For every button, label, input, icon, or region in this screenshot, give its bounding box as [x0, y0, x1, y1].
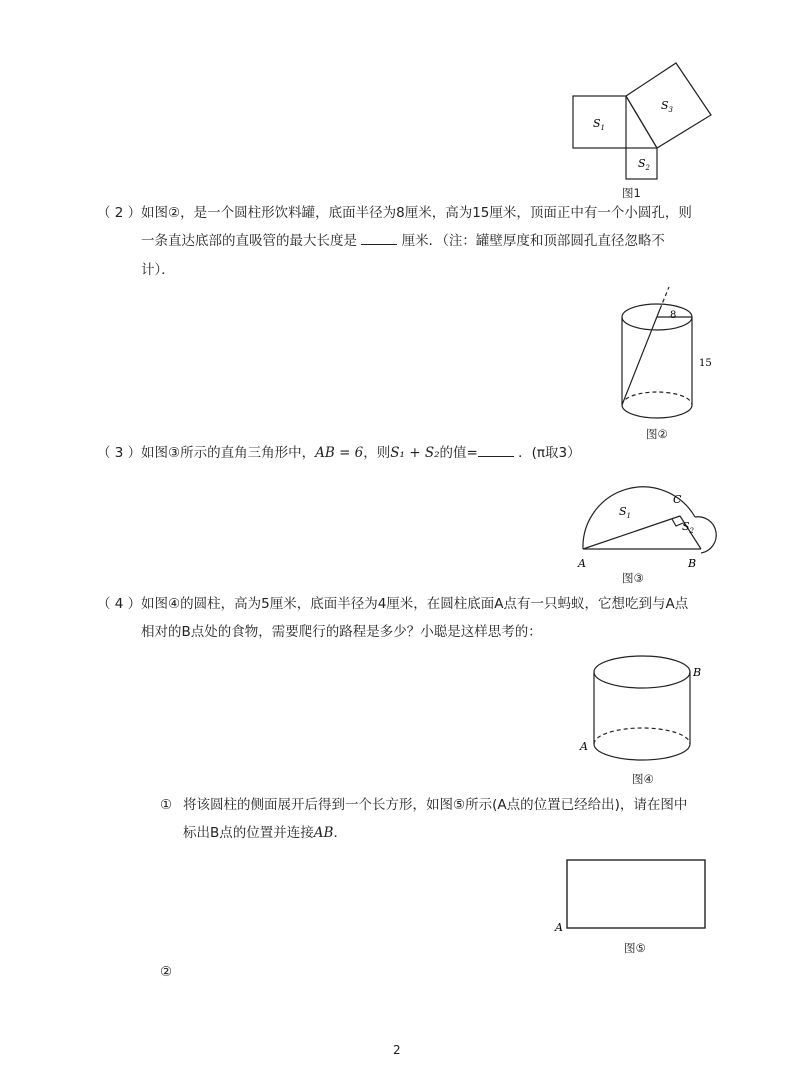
q2-number: （ 2 ） [97, 205, 142, 221]
figure-1-squares [560, 55, 730, 185]
svg-text:A: A [578, 557, 586, 570]
svg-text:A: A [555, 921, 563, 934]
figure-3-triangle [570, 475, 730, 575]
svg-text:A: A [580, 740, 588, 753]
straw [622, 309, 660, 405]
page-number: 2 [393, 1043, 401, 1057]
q2-line1: 如图②，是一个圆柱形饮料罐，底面半径为8厘米，高为15厘米，顶面正中有一个小圆孔，则 [141, 205, 692, 221]
q2-answer-blank[interactable] [361, 231, 397, 245]
svg-text:B: B [688, 557, 697, 570]
step2-marker: ② [160, 964, 173, 980]
figure-2-cylinder [610, 285, 730, 425]
svg-text:C: C [673, 493, 682, 506]
figure-2-caption: 图② [646, 427, 668, 441]
svg-text:15: 15 [699, 358, 712, 369]
figure-4-caption: 图④ [632, 772, 654, 786]
figure-1-caption: 图1 [622, 186, 641, 200]
figure-5-rectangle [550, 855, 720, 935]
svg-text:B: B [693, 666, 702, 679]
q3-answer-blank[interactable] [478, 443, 514, 457]
q4-line2: 相对的B点处的食物，需要爬行的路程是多少？小聪是这样思考的： [141, 624, 542, 640]
svg-text:S2: $S_2$ [682, 520, 695, 535]
q3-number: （ 3 ） [97, 445, 142, 461]
figure-4-cylinder [575, 650, 715, 775]
figure-5-caption: 图⑤ [624, 941, 646, 955]
q4-number: （ 4 ） [97, 596, 142, 612]
step1-line2: 标出B点的位置并连接AB． [183, 825, 347, 841]
q2-line2: 一条直达底部的直吸管的最大长度是 厘米．（注：罐壁厚度和顶部圆孔直径忽略不 [141, 233, 665, 249]
q2-line3: 计）． [141, 262, 175, 278]
step1-marker: ① [160, 797, 173, 813]
step1-line1: 将该圆柱的侧面展开后得到一个长方形，如图⑤所示(A点的位置已经给出)，请在图中 [183, 797, 688, 813]
svg-text:S3: $S_3$ [661, 99, 674, 114]
q4-line1: 如图④的圆柱，高为5厘米，底面半径为4厘米，在圆柱底面A点有一只蚂蚁，它想吃到与A点 [141, 596, 689, 612]
svg-text:S2: $S_2$ [638, 157, 651, 172]
figure-3-caption: 图③ [622, 571, 644, 585]
svg-text:S1: $S_1$ [619, 505, 632, 520]
svg-text:8: 8 [670, 310, 677, 321]
svg-text:S1: $S_1$ [593, 117, 606, 132]
q3-line: 如图③所示的直角三角形中，AB = 6，则S₁ + S₂的值= ．(π取3） [141, 445, 581, 461]
